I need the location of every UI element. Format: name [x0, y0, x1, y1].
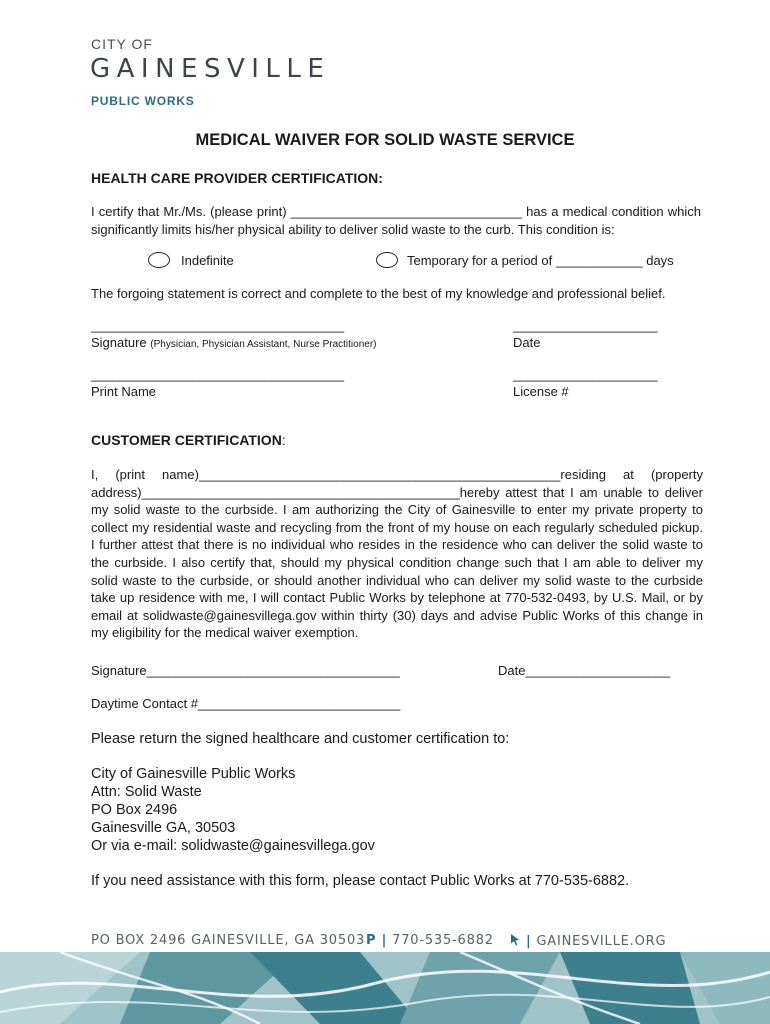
web-prefix: | — [525, 934, 532, 949]
provider-statement: The forgoing statement is correct and complete to the best of my knowledge and professional belief. — [91, 286, 666, 301]
cursor-icon — [510, 933, 521, 946]
address-line: City of Gainesville Public Works — [91, 766, 296, 782]
customer-heading-colon: : — [281, 432, 286, 448]
indefinite-radio[interactable] — [148, 252, 170, 268]
logo-city-of: CITY OF — [91, 36, 153, 52]
address-line: Gainesville GA, 30503 — [91, 820, 236, 836]
print-name-label: Print Name — [91, 384, 157, 399]
provider-date-label: Date — [513, 335, 541, 350]
logo-public-works: PUBLIC WORKS — [91, 94, 195, 108]
customer-heading-text: CUSTOMER CERTIFICATION — [91, 432, 282, 448]
address-line: Attn: Solid Waste — [91, 784, 202, 800]
provider-certify-text: I certify that Mr./Ms. (please print) ________________________________ has a medical condition which significantly limits his/her physical ability to deliver solid waste to the curb. This condition is: — [91, 204, 701, 237]
temporary-radio[interactable] — [376, 252, 398, 268]
customer-body: I, (print name)__________________________________________________residing at (property address)____________________________________________hereby attest that I am unable to deliver my solid waste to the curbside. I am authorizing the City of Gainesville to enter my private property to collect my residential waste and recycling from the front of my house on each regularly scheduled pickup. I further attest that there is no individual who resides in the residence who can deliver the solid waste to the curbside. I also certify that, should my physical condition change such that I am able to deliver my solid waste to the curbside, or should another individual who can deliver my solid waste to the curbside take up residence with me, I will contact Public Works by telephone at 770-532-0493, by U.S. Mail, or by email at solidwaste@gainesvillega.gov within thirty (30) days and advise Public Works of this change in my eligibility for the medical waiver exemption. — [91, 467, 703, 641]
license-label: License # — [513, 384, 569, 399]
footer-website — [510, 933, 666, 949]
indefinite-label: Indefinite — [181, 253, 234, 268]
temporary-label: Temporary for a period of ____________ days — [407, 253, 674, 268]
license-line[interactable]: ____________________ — [513, 367, 658, 382]
footer-address: PO BOX 2496 GAINESVILLE, GA 30503 — [91, 933, 366, 948]
customer-date[interactable]: Date____________________ — [498, 663, 671, 678]
footer-phone-number: 770-535-6882 — [392, 933, 494, 948]
daytime-contact[interactable]: Daytime Contact #____________________________ — [91, 696, 401, 711]
provider-date-line[interactable]: ____________________ — [513, 318, 658, 333]
phone-prefix: P | — [366, 933, 388, 948]
return-intro: Please return the signed healthcare and customer certification to: — [91, 731, 510, 747]
assistance-text: If you need assistance with this form, please contact Public Works at 770-535-6882. — [91, 873, 630, 889]
footer-phone — [366, 933, 494, 948]
address-line: PO Box 2496 — [91, 802, 178, 818]
return-address — [91, 765, 375, 855]
address-email-line: Or via e-mail: solidwaste@gainesvillega.gov — [91, 838, 375, 854]
footer-wave-banner — [0, 952, 770, 1024]
signature-sublabel: (Physician, Physician Assistant, Nurse Practitioner) — [150, 339, 377, 350]
provider-signature-line[interactable]: ___________________________________ — [91, 318, 345, 333]
provider-heading: HEALTH CARE PROVIDER CERTIFICATION: — [91, 170, 383, 186]
provider-signature-label — [91, 335, 376, 350]
print-name-line[interactable]: ___________________________________ — [91, 367, 345, 382]
footer-website-text: GAINESVILLE.ORG — [536, 934, 667, 949]
signature-label-text: Signature — [91, 335, 147, 350]
document-title: MEDICAL WAIVER FOR SOLID WASTE SERVICE — [195, 131, 575, 149]
customer-heading — [91, 432, 286, 448]
customer-signature[interactable]: Signature___________________________________ — [91, 663, 400, 678]
logo-gainesville: GAINESVILLE — [90, 54, 331, 84]
